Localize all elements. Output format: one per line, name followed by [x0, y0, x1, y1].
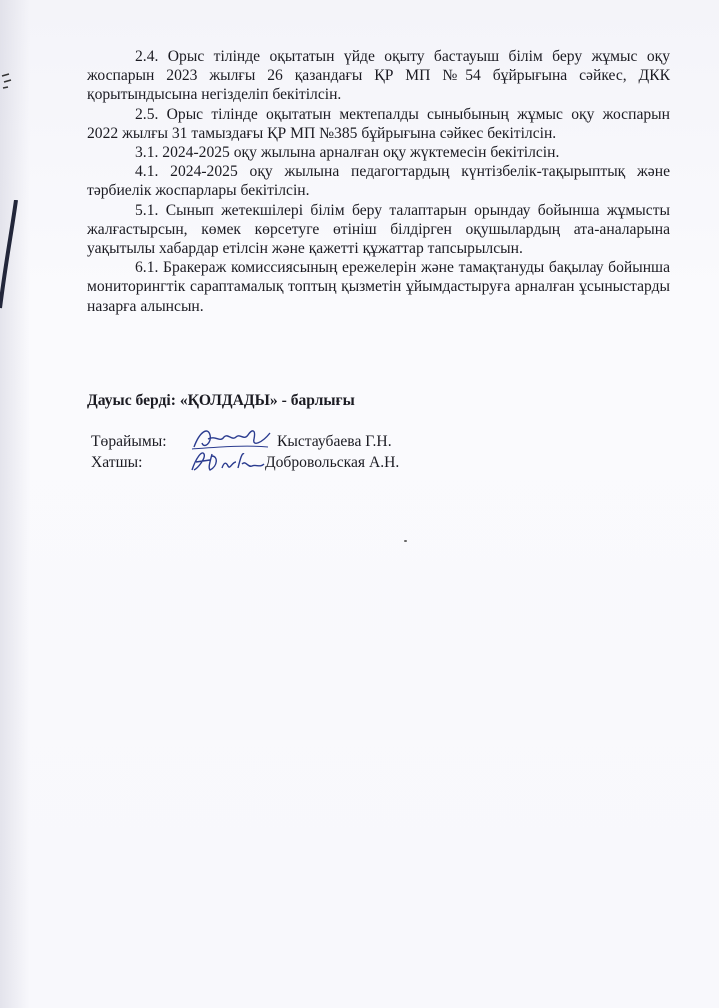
- scan-speck: [404, 540, 407, 542]
- scan-edge-shadow: [0, 0, 30, 1008]
- chair-name: Кыстаубаева Г.Н.: [277, 433, 392, 450]
- decision-paragraphs: [87, 47, 670, 316]
- scan-bleed-stroke: [0, 200, 24, 310]
- paragraph-2-5: 2.5. Орыс тілінде оқытатын мектепалды сыныбының жұмыс оқу жоспарын 2022 жылғы 31 тамыздағы ҚР МП №385 бұйрығына сәйкес бекітілсін.: [87, 105, 670, 142]
- paragraph-5-1: 5.1. Сынып жетекшілері білім беру талаптарын орындау бойынша жұмысты жалғастырсын, көмек көрсетуге өтініш білдірген оқушылардың ата-аналарына уақытылы хабардар етілсін және қажетті құжаттар тапсырылсын.: [87, 201, 670, 258]
- paragraph-6-1: 6.1. Бракераж комиссиясының ережелерін және тамақтануды бақылау бойынша мониторингтік сараптамалық топтың қызметін ұйымдастыруға арналған ұсыныстарды назарға алынсын.: [87, 259, 670, 315]
- paragraph-3-1: 3.1. 2024-2025 оқу жылына арналған оқу жүктемесін бекітілсін.: [135, 144, 560, 162]
- scan-bleed-marks: [0, 70, 28, 140]
- vote-result: Дауыс берді: «ҚОЛДАДЫ» - барлығы: [87, 392, 355, 409]
- paragraph-4-1: 4.1. 2024-2025 оқу жылына педагогтардың күнтізбелік-тақырыптық және тәрбиелік жоспарлары бекітілсін.: [87, 163, 670, 200]
- chair-role-label: Төрайымы:: [91, 433, 167, 450]
- secretary-handwritten-signature: [188, 448, 266, 476]
- secretary-role-label: Хатшы:: [91, 454, 143, 471]
- paragraph-2-4: 2.4. Орыс тілінде оқытатын үйде оқыту бастауыш білім беру жұмыс оқу жоспарын 2023 жылғы 26 қазандағы ҚР МП №54 бұйрығына сәйкес, ДКК қорытындысына негізделіп бекітілсін.: [87, 48, 670, 104]
- secretary-name: Добровольская А.Н.: [265, 454, 400, 471]
